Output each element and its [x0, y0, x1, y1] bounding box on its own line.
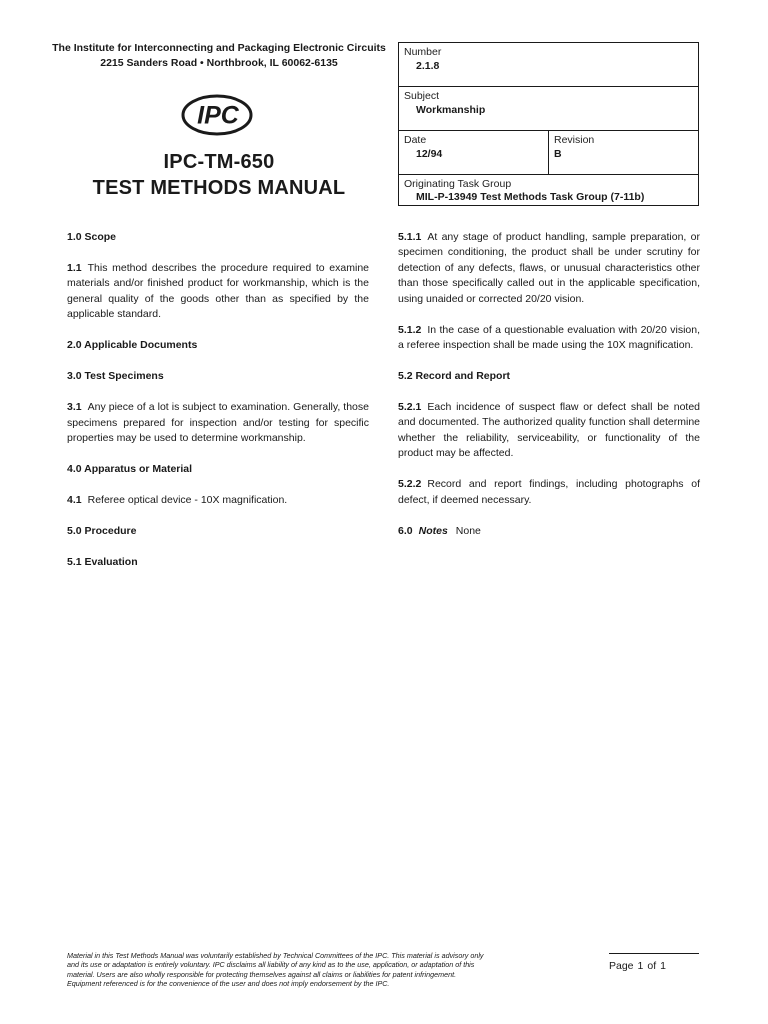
revision-value: B [554, 148, 562, 160]
subject-label: Subject [404, 90, 440, 102]
section-5-2-1-number: 5.2.1 [398, 401, 422, 414]
section-4-1-text: Referee optical device - 10X magnification. [87, 494, 288, 507]
institute-address: 2215 Sanders Road • Northbrook, IL 60062-6135 [100, 57, 338, 69]
section-5-2-2 [398, 477, 700, 508]
disclaimer-line: Equipment referenced is for the convenience of the user and does not imply endorsement by the IPC. [67, 979, 390, 989]
date-revision-row [399, 131, 698, 175]
notes-number: 6.0 [398, 524, 413, 537]
section-5-1-1-text: At any stage of product handling, sample preparation, or specimen conditioning, the product shall be under scrutiny for detection of any defects, flaws, or unusual characteristics other than those specifically called out in the applicable specification, using unaided or corrected 20/20 vision. [398, 231, 700, 305]
revision-label: Revision [554, 134, 595, 146]
institute-header [40, 41, 398, 71]
page-current: 1 [637, 960, 644, 972]
manual-name: TEST METHODS MANUAL [92, 177, 346, 199]
date-value: 12/94 [416, 148, 443, 160]
apparatus-heading: 4.0 Apparatus or Material [67, 463, 193, 476]
revision-cell [549, 131, 698, 174]
task-group-label: Originating Task Group [404, 178, 512, 190]
number-value: 2.1.8 [416, 60, 440, 72]
ipc-logo-text: IPC [197, 101, 239, 130]
section-5-2-2-number: 5.2.2 [398, 478, 422, 491]
scope-heading: 1.0 Scope [67, 231, 117, 243]
left-column [67, 230, 369, 586]
section-1-1-text: This method describes the procedure required to examine materials and/or finished product for workmanship, which is the general quality of the goods other than as specified by the applicable standard. [67, 262, 369, 321]
disclaimer-line: Material in this Test Methods Manual was voluntarily established by Technical Committees of the IPC. This material is advisory only [67, 951, 484, 960]
task-group-value: MIL-P-13949 Test Methods Task Group (7-11b) [416, 191, 645, 203]
procedure-heading: 5.0 Procedure [67, 525, 137, 538]
date-label: Date [404, 134, 427, 146]
evaluation-heading: 5.1 Evaluation [67, 556, 138, 569]
section-1-1-number: 1.1 [67, 262, 82, 274]
page-of: of [647, 960, 657, 972]
test-specimens-heading: 3.0 Test Specimens [67, 370, 164, 383]
date-cell [399, 131, 549, 174]
section-3-1-text: Any piece of a lot is subject to examination. Generally, those specimens prepared for inspection and/or testing for specific properties may be used to determine workmanship. [67, 401, 369, 445]
notes-section [398, 524, 700, 539]
footer-disclaimer [67, 951, 529, 989]
manual-number: IPC-TM-650 [163, 151, 275, 173]
disclaimer-line: material. Users are also wholly responsible for protecting themselves against all claims or liabilities for patent infringement. [67, 969, 457, 979]
task-group-row [399, 175, 698, 205]
section-5-1-2-text: In the case of a questionable evaluation with 20/20 vision, a referee inspection shall be made using the 10X magnification. [398, 323, 700, 352]
number-row [399, 43, 698, 87]
section-3-1 [67, 400, 369, 446]
section-5-2-1 [398, 400, 700, 462]
section-5-1-1 [398, 230, 700, 307]
disclaimer-line: and its use or adaptation is entirely voluntary. IPC disclaims all liability of any kind as to the use, application, or adaptation of this [67, 960, 475, 970]
subject-value: Workmanship [416, 104, 486, 116]
right-column [398, 230, 700, 555]
section-4-1 [67, 493, 369, 508]
section-3-1-number: 3.1 [67, 401, 82, 414]
manual-title [60, 149, 378, 201]
ipc-logo-icon [177, 92, 257, 138]
page-total: 1 [660, 960, 666, 972]
section-4-1-number: 4.1 [67, 494, 82, 507]
page-indicator [609, 960, 699, 972]
applicable-documents-heading: 2.0 Applicable Documents [67, 339, 198, 352]
document-info-box [398, 42, 699, 206]
section-5-1-2-number: 5.1.2 [398, 323, 422, 336]
notes-label: Notes [418, 524, 448, 537]
section-1-1 [67, 261, 369, 323]
footer-divider [609, 953, 699, 954]
section-5-2-2-text: Record and report findings, including photographs of defect, if deemed necessary. [398, 478, 700, 506]
number-label: Number [404, 46, 442, 58]
page-word: Page [609, 960, 634, 972]
record-report-heading: 5.2 Record and Report [398, 370, 511, 383]
section-5-2-1-text: Each incidence of suspect flaw or defect shall be noted and documented. The authorized quality function shall determine whether the reliability, serviceability, or functionality of the product may be affected. [398, 401, 700, 460]
section-5-1-2 [398, 323, 700, 354]
institute-name: The Institute for Interconnecting and Packaging Electronic Circuits [52, 42, 386, 54]
notes-text: None [455, 524, 481, 537]
ipc-logo [177, 92, 257, 138]
section-5-1-1-number: 5.1.1 [398, 231, 422, 243]
subject-row [399, 87, 698, 131]
